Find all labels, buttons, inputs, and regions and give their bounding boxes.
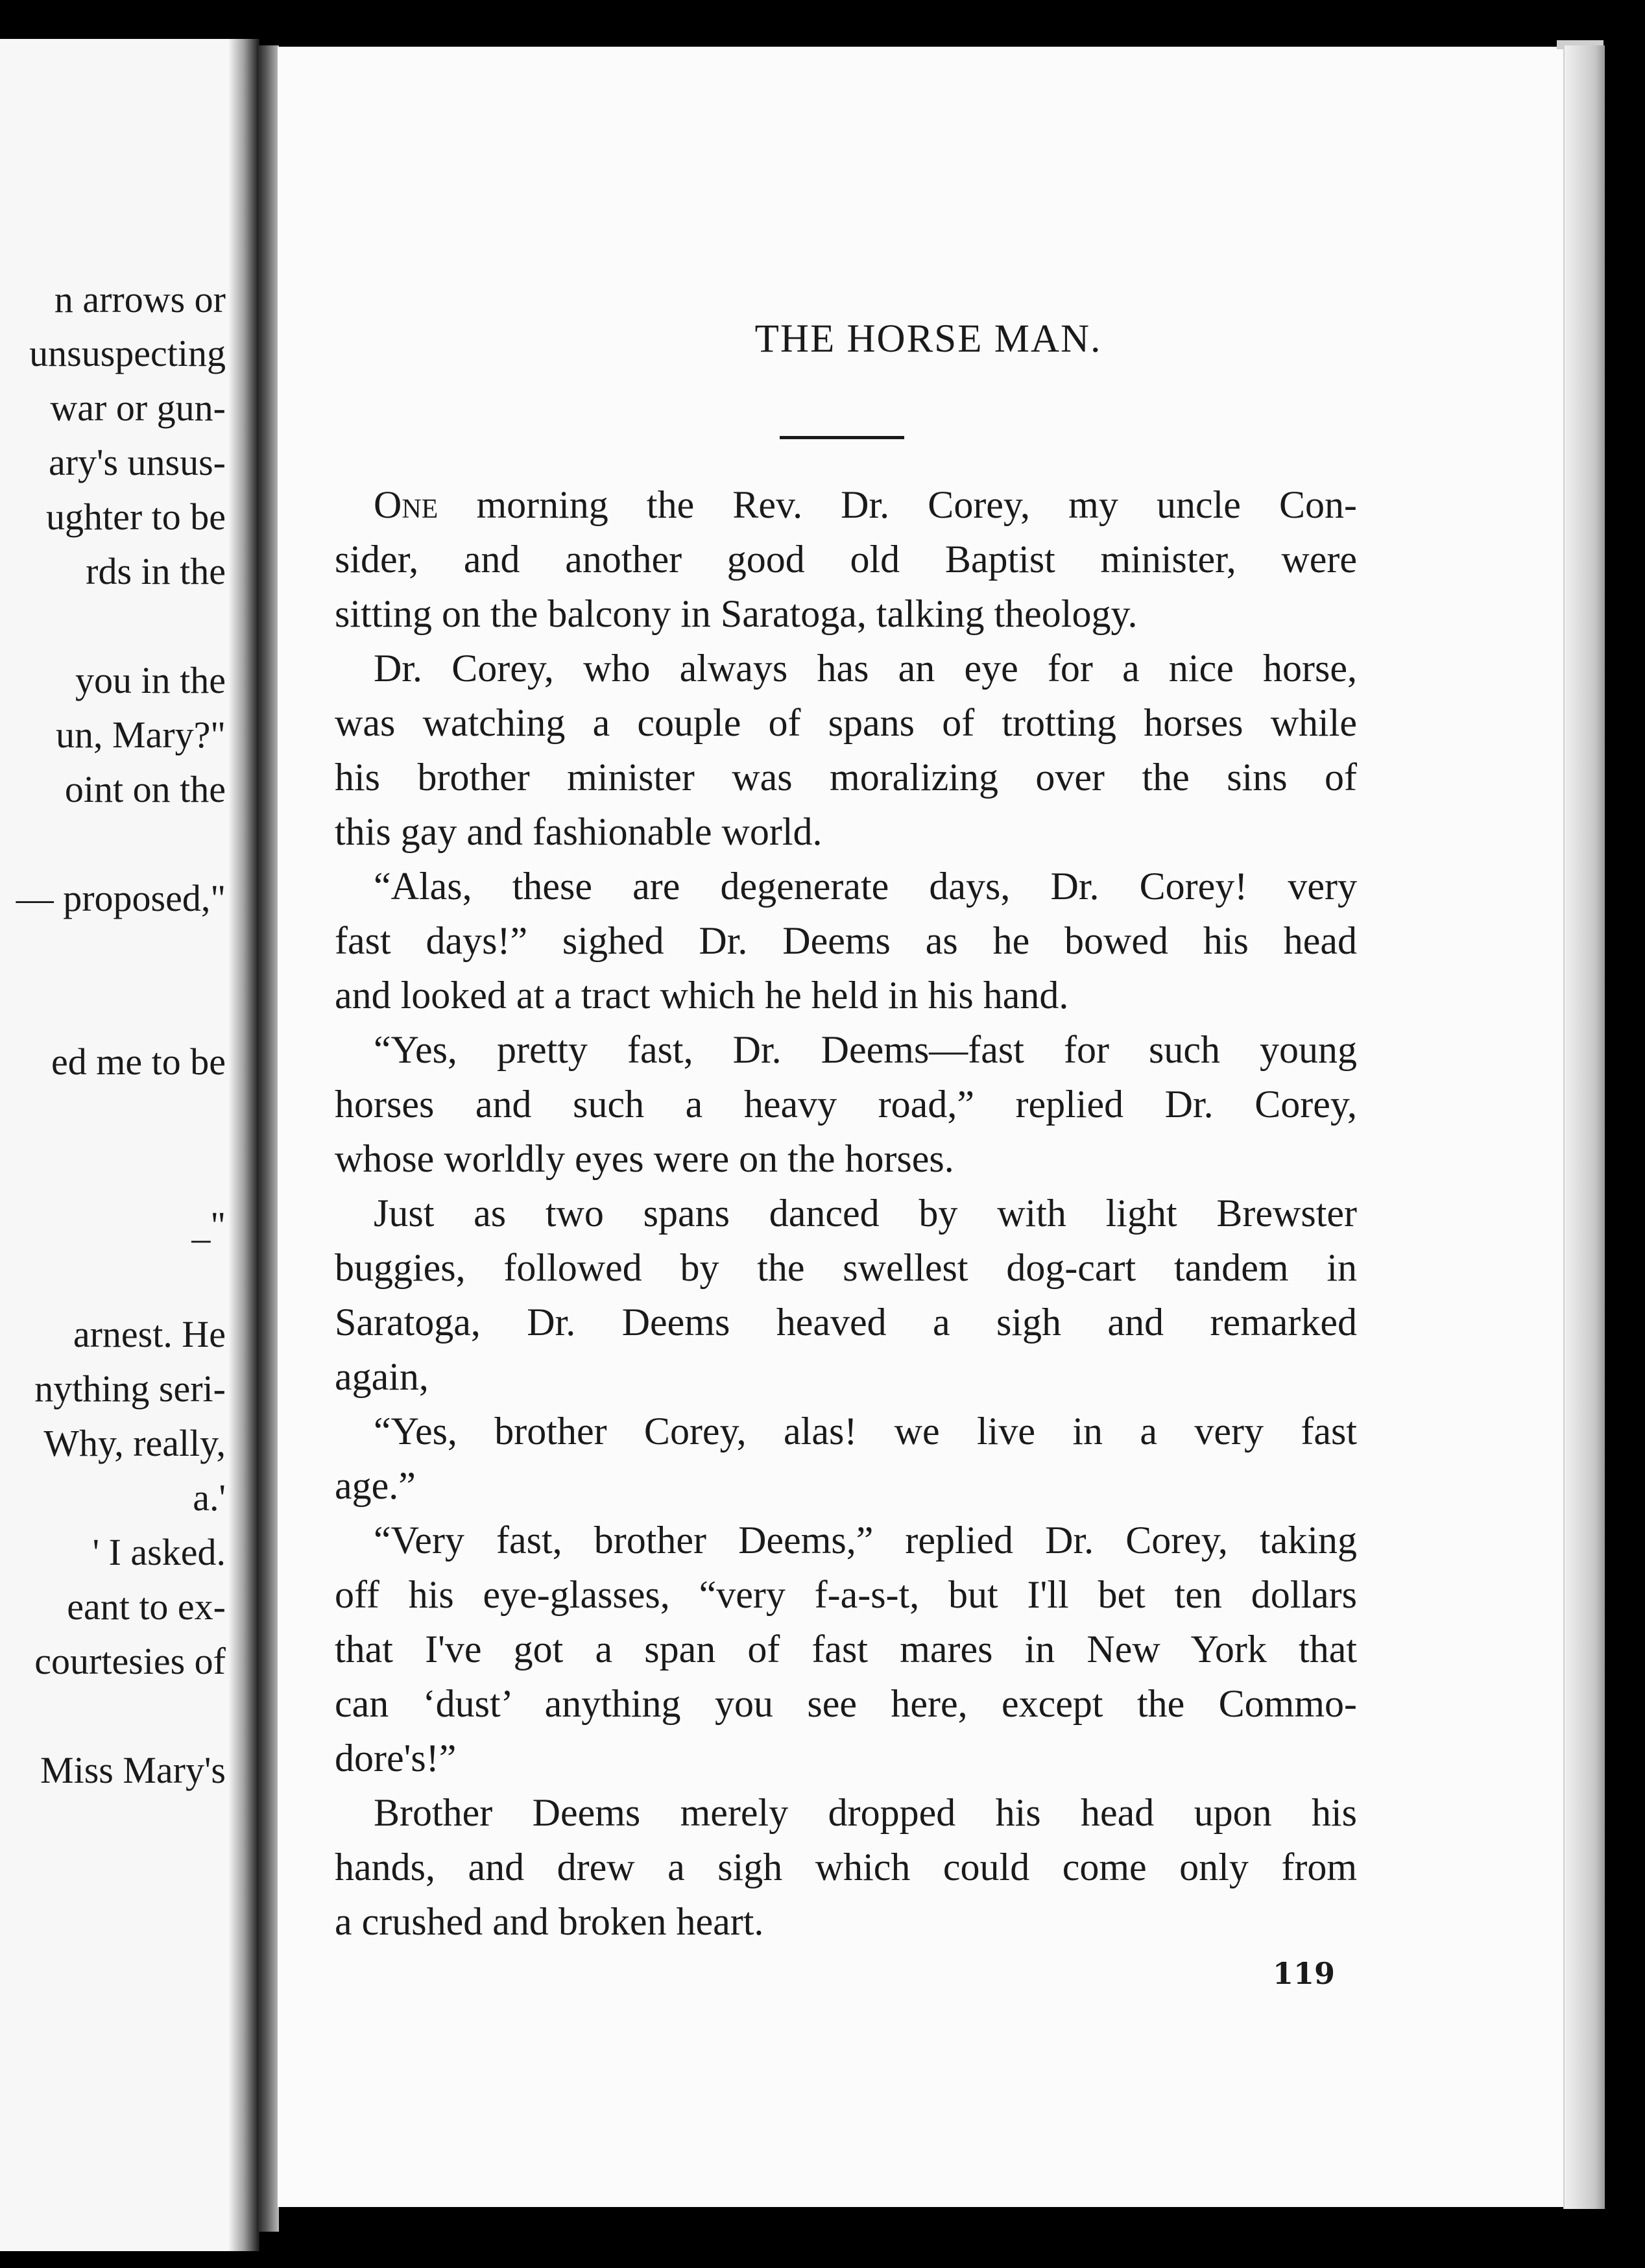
text-line: and looked at a tract which he held in his hand. xyxy=(335,974,1069,1017)
left-page-shadow xyxy=(228,39,259,2251)
text-line: was watching a couple of spans of trotting horses while xyxy=(335,701,1357,744)
text-line: this gay and fashionable world. xyxy=(335,810,822,853)
text-line xyxy=(374,485,1357,524)
chapter-title: THE HORSE MAN. xyxy=(754,317,1102,361)
text-line: buggies, followed by the swellest dog-cart tandem in xyxy=(335,1246,1357,1289)
left-text-line: ughter to be xyxy=(45,496,226,538)
text-line: “Yes, pretty fast, Dr. Deems—fast for such young xyxy=(374,1028,1357,1071)
text-line: again, xyxy=(335,1355,429,1398)
text-line: a crushed and broken heart. xyxy=(335,1900,764,1943)
left-text-line: nything seri- xyxy=(34,1368,226,1410)
left-text-line: _" xyxy=(191,1204,226,1246)
text-line: his brother minister was moralizing over the sins of xyxy=(335,756,1357,799)
text-line: that I've got a span of fast mares in New York that xyxy=(335,1628,1357,1671)
text-line: hands, and drew a sigh which could come only from xyxy=(335,1846,1357,1888)
left-text-line: eant to ex- xyxy=(67,1586,226,1628)
left-text-line: you in the xyxy=(75,659,226,701)
text-line: Dr. Corey, who always has an eye for a nice horse, xyxy=(374,647,1357,690)
left-text-line: rds in the xyxy=(86,550,226,592)
left-text-line: arnest. He xyxy=(73,1313,226,1355)
left-text-line: courtesies of xyxy=(34,1640,226,1682)
left-text-line: a.' xyxy=(193,1477,226,1519)
text-line: fast days!” sighed Dr. Deems as he bowed his head xyxy=(335,919,1357,962)
page-number: 119 xyxy=(1273,1956,1336,1991)
first-word: One xyxy=(374,483,438,526)
text-line: can ‘dust’ anything you see here, except the Commo- xyxy=(335,1682,1357,1725)
left-text-line: n arrows or xyxy=(54,278,226,320)
left-text-line: war or gun- xyxy=(50,387,226,429)
left-text-line: unsuspecting xyxy=(29,332,226,374)
text-line: “Very fast, brother Deems,” replied Dr. Corey, taking xyxy=(374,1519,1357,1562)
text-line-rest: morning the Rev. Dr. Corey, my uncle Con- xyxy=(476,483,1357,526)
text-line: horses and such a heavy road,” replied Dr. Corey, xyxy=(335,1083,1357,1126)
title-rule xyxy=(780,436,904,439)
text-line: Just as two spans danced by with light Brewster xyxy=(374,1192,1357,1235)
text-line: off his eye-glasses, “very f-a-s-t, but I'll bet ten dollars xyxy=(335,1573,1357,1616)
text-line: whose worldly eyes were on the horses. xyxy=(335,1137,954,1180)
left-text-line: Miss Mary's xyxy=(40,1749,226,1791)
left-text-line: un, Mary?" xyxy=(55,714,226,756)
left-text-line: Why, really, xyxy=(43,1422,226,1464)
left-text-line: ed me to be xyxy=(51,1041,226,1083)
left-text-line: — proposed," xyxy=(16,877,226,919)
left-text-line: ' I asked. xyxy=(92,1531,226,1573)
text-line: sider, and another good old Baptist minister, were xyxy=(335,538,1357,581)
book-gutter xyxy=(257,45,279,2232)
text-line: Brother Deems merely dropped his head upon his xyxy=(374,1791,1357,1834)
text-line: age.” xyxy=(335,1464,416,1507)
left-text-line: ary's unsus- xyxy=(48,441,226,483)
text-line: sitting on the balcony in Saratoga, talking theology. xyxy=(335,592,1138,635)
text-line: Saratoga, Dr. Deems heaved a sigh and remarked xyxy=(335,1301,1357,1344)
text-line: “Yes, brother Corey, alas! we live in a very fast xyxy=(374,1410,1357,1453)
text-line: dore's!” xyxy=(335,1737,457,1779)
left-page xyxy=(0,39,259,2251)
text-line: “Alas, these are degenerate days, Dr. Corey! very xyxy=(374,865,1357,908)
left-text-line: oint on the xyxy=(64,768,226,810)
